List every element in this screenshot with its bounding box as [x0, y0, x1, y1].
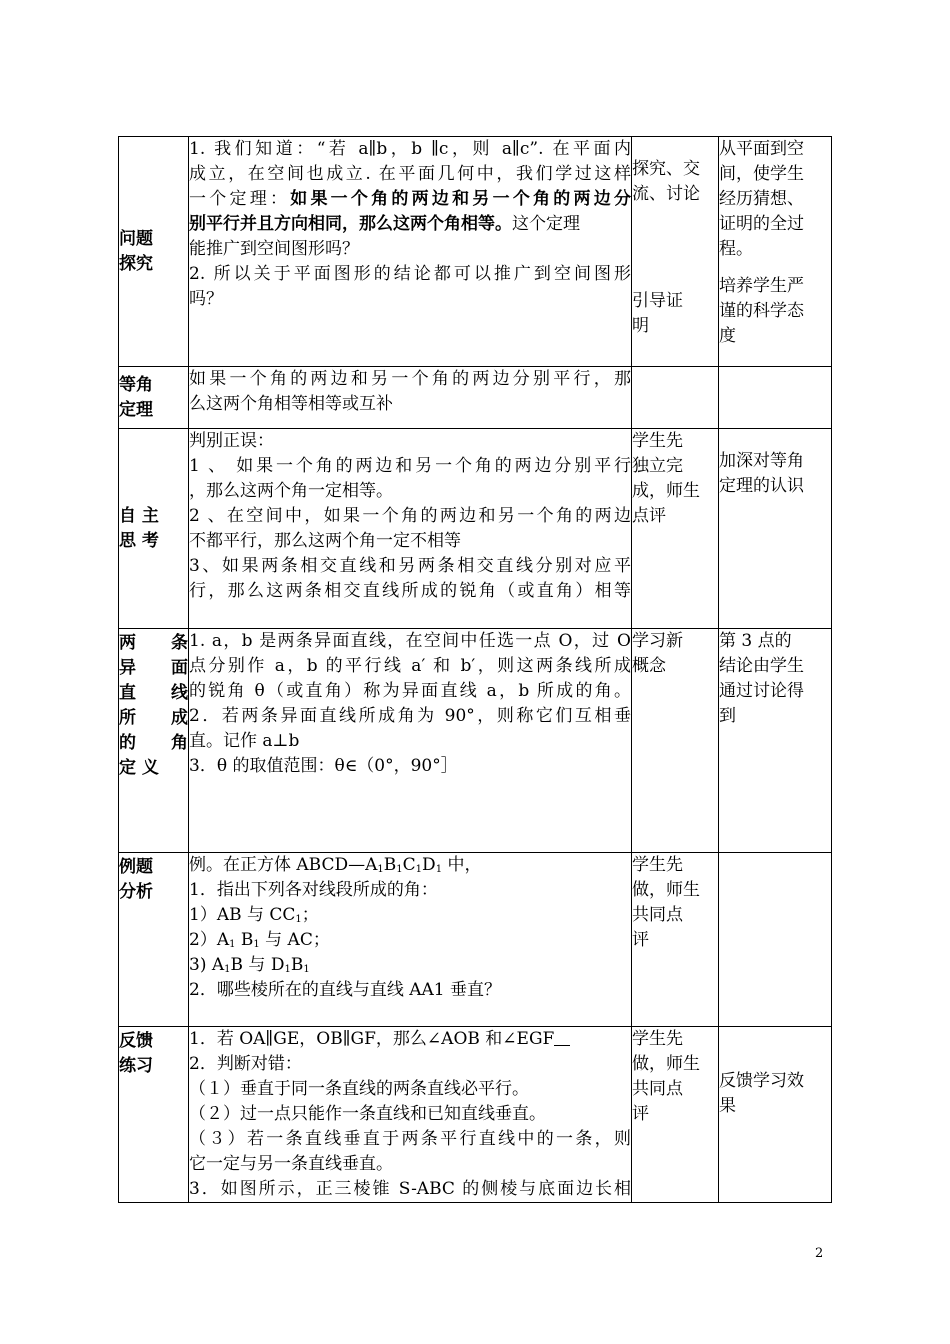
- content-line: 2．判断对错：: [189, 1054, 302, 1074]
- activity-line: 流、讨论: [632, 184, 700, 204]
- content-line: 判别正误：: [189, 431, 274, 451]
- intent-line: 经历猜想、: [719, 189, 804, 209]
- content-line: 行，那么这两条相交直线所成的锐角（或直角）相等: [189, 581, 631, 601]
- content-line: 么这两个角相等相等或互补: [189, 394, 393, 414]
- activity-line: 评: [632, 1104, 649, 1124]
- label-line: 问题: [119, 228, 153, 249]
- content-line: 3、如果两条相交直线和另两条相交直线分别对应平: [189, 556, 631, 576]
- activity-line: 独立完: [632, 456, 683, 476]
- row-activity: [632, 853, 719, 1027]
- content-line: ，那么这两个角一定相等。: [189, 481, 393, 501]
- label-line: 例题: [119, 857, 153, 877]
- row-content: [189, 429, 632, 629]
- row-activity: [632, 1027, 719, 1203]
- content-line: 不都平行，那么这两个角一定不相等: [189, 531, 461, 551]
- content-line: 1．指出下列各对线段所成的角：: [189, 880, 438, 900]
- answer-blank: [554, 1029, 570, 1046]
- row-label: [119, 137, 189, 367]
- label-line: 定 义: [119, 758, 159, 778]
- row-content: [189, 629, 632, 853]
- row-liti-fenxi: [119, 853, 832, 1027]
- label-line: 直 线: [119, 683, 188, 703]
- row-dengjiao-dingli: [119, 367, 832, 429]
- row-intent: [719, 137, 832, 367]
- content-line: 2 、在空间中，如果一个角的两边和另一个角的两边: [189, 506, 631, 526]
- activity-line: 探究、交: [632, 159, 700, 179]
- content-line: 它一定与另一条直线垂直。: [189, 1154, 393, 1174]
- label-line: 两 条: [119, 633, 188, 653]
- intent-line: 到: [719, 706, 736, 726]
- content-line: 2．若两条异面直线所成角为 90°，则称它们互相垂: [189, 706, 631, 726]
- label-line: 自 主: [119, 505, 159, 526]
- row-intent: [719, 429, 832, 629]
- content-line: 1. a，b 是两条异面直线，在空间中任选一点 O，过 O: [189, 631, 631, 651]
- content-line: 点分别作 a，b 的平行线 a′ 和 b′，则这两条线所成: [189, 656, 631, 676]
- activity-line: 点评: [632, 506, 666, 526]
- activity-line: 评: [632, 930, 649, 950]
- activity-line: 学生先: [632, 431, 683, 451]
- content-line: 如果一个角的两边和另一个角的两边分别平行，那: [189, 369, 631, 389]
- activity-line: 学生先: [632, 1029, 683, 1049]
- content-text: 一个定理：: [189, 189, 291, 209]
- content-line: 3) $A_1B$ 与 $D_1B_1$: [189, 955, 310, 975]
- activity-line: 成，师生: [632, 481, 700, 501]
- label-line: 定理: [119, 399, 153, 420]
- lesson-plan-table: [118, 136, 832, 1203]
- row-activity: [632, 367, 719, 429]
- activity-line: 引导证: [632, 291, 683, 311]
- label-line: 所 成: [119, 708, 188, 728]
- row-intent: [719, 853, 832, 1027]
- activity-line: 明: [632, 316, 649, 336]
- content-line: （１）垂直于同一条直线的两条直线必平行。: [189, 1079, 529, 1099]
- intent-line: 果: [719, 1096, 736, 1116]
- theorem-bold-text: 如果一个角的两边和另一个角的两边分: [290, 189, 632, 209]
- theorem-bold-text: 别平行并且方向相同，那么这两个角相等。: [189, 214, 512, 234]
- intent-line: 培养学生严: [719, 276, 804, 296]
- row-intent: [719, 629, 832, 853]
- content-line: 1. 我们知道：“若 a∥b，b ∥c，则 a∥c”. 在平面内: [189, 139, 631, 159]
- intent-line: 结论由学生: [719, 656, 804, 676]
- intent-line: 谨的科学态: [719, 301, 804, 321]
- content-line: 能推广到空间图形吗？: [189, 239, 359, 259]
- activity-line: 做，师生: [632, 880, 700, 900]
- row-content: [189, 367, 632, 429]
- row-content: [189, 137, 632, 367]
- content-line: （３）若一条直线垂直于两条平行直线中的一条，则: [189, 1129, 631, 1149]
- activity-line: 共同点: [632, 905, 683, 925]
- row-wenti-tanjiu: [119, 137, 832, 367]
- content-line-mixed: [189, 187, 631, 212]
- intent-line: 间，使学生: [719, 164, 804, 184]
- row-intent: [719, 367, 832, 429]
- content-text: 这个定理: [512, 214, 580, 234]
- content-line: $2)A_1$ $B_1$ 与 AC；: [189, 930, 330, 950]
- content-line: 例。在正方体 $ABCD—A_1B_1C_1D_1$ 中，: [189, 855, 482, 875]
- activity-line: 学习新: [632, 631, 683, 651]
- activity-line: 共同点: [632, 1079, 683, 1099]
- intent-line: 证明的全过: [719, 214, 804, 234]
- content-line: 成立，在空间也成立. 在平面几何中，我们学过这样: [189, 164, 631, 184]
- row-label: [119, 853, 189, 1027]
- label-line: 探究: [119, 253, 153, 274]
- content-line: 3．如图所示，正三棱锥 S-ABC 的侧棱与底面边长相: [189, 1179, 631, 1199]
- intent-line: 反馈学习效: [719, 1071, 804, 1091]
- content-line: [189, 1027, 631, 1052]
- intent-line: 第 3 点的: [719, 631, 792, 651]
- row-activity: [632, 429, 719, 629]
- row-label: [119, 429, 189, 629]
- content-line: 2．哪些棱所在的直线与直线 AA1 垂直？: [189, 980, 501, 1000]
- intent-line: 定理的认识: [719, 476, 804, 496]
- page-number: 2: [815, 1246, 824, 1261]
- intent-line: 度: [719, 326, 736, 346]
- label-line: 分析: [119, 882, 153, 902]
- content-line: 1 、 如果一个角的两边和另一个角的两边分别平行: [189, 456, 631, 476]
- row-fankui-lianxi: [119, 1027, 832, 1203]
- activity-line: 概念: [632, 656, 666, 676]
- row-zizhu-sikao: [119, 429, 832, 629]
- content-line: 1）AB 与 $CC_1$；: [189, 905, 319, 925]
- label-line: 等角: [119, 374, 153, 395]
- intent-line: 程。: [719, 239, 753, 259]
- row-yimian-jiao-dingyi: [119, 629, 832, 853]
- row-label: [119, 367, 189, 429]
- label-line: 的 角: [119, 733, 188, 753]
- content-line: （２）过一点只能作一条直线和已知直线垂直。: [189, 1104, 546, 1124]
- row-intent: [719, 1027, 832, 1203]
- row-content: [189, 1027, 632, 1203]
- intent-line: 加深对等角: [719, 451, 804, 471]
- label-line: 思 考: [119, 530, 159, 551]
- row-activity: [632, 629, 719, 853]
- content-line: 的锐角 θ（或直角）称为异面直线 a，b 所成的角。: [189, 681, 631, 701]
- content-line: 直。记作 a⊥b: [189, 731, 300, 751]
- content-line: 2. 所以关于平面图形的结论都可以推广到空间图形: [189, 264, 631, 284]
- label-line: 异 面: [119, 658, 188, 678]
- row-content: [189, 853, 632, 1027]
- label-line: 反馈: [119, 1031, 153, 1051]
- content-line: 3．θ 的取值范围：θ∈（0°，90°］: [189, 756, 458, 776]
- row-activity: [632, 137, 719, 367]
- label-line: 练习: [119, 1056, 153, 1076]
- activity-line: 学生先: [632, 855, 683, 875]
- activity-line: 做，师生: [632, 1054, 700, 1074]
- row-label: [119, 629, 189, 853]
- content-line-mixed: [189, 212, 631, 237]
- intent-line: 通过讨论得: [719, 681, 804, 701]
- content-line: 吗？: [189, 289, 223, 309]
- intent-line: 从平面到空: [719, 139, 804, 159]
- row-label: [119, 1027, 189, 1203]
- content-text: 1．若 OA∥GE，OB∥GF，那么∠AOB 和∠EGF: [189, 1029, 555, 1049]
